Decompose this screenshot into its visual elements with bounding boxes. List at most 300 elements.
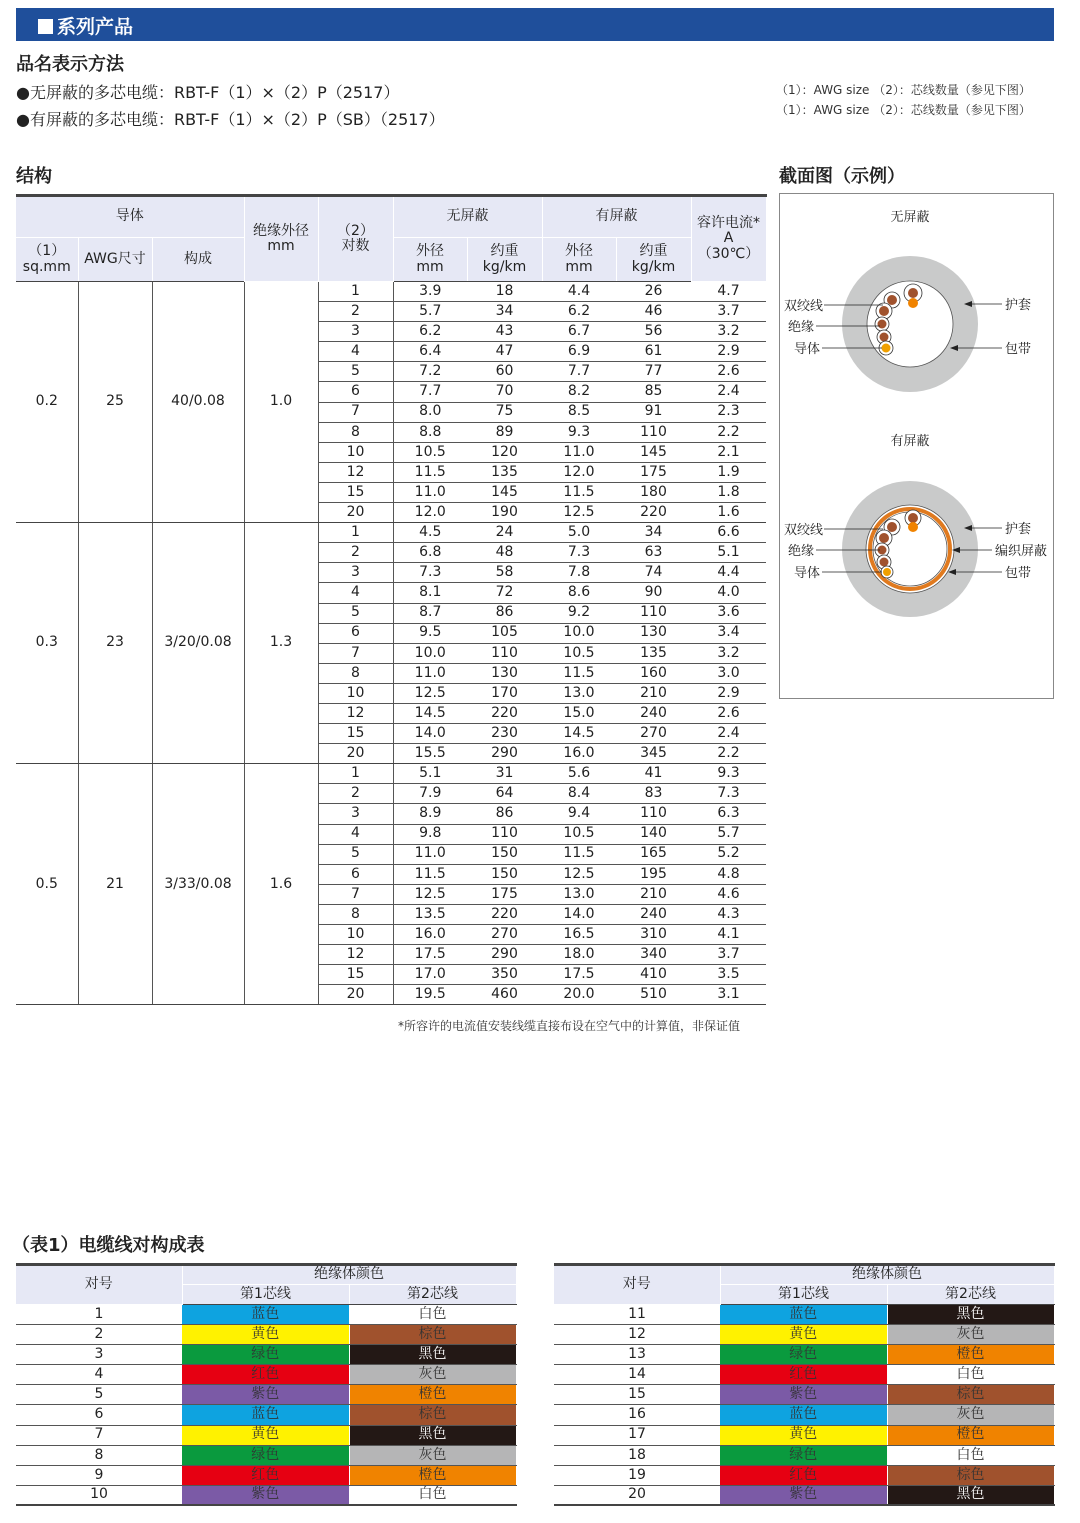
pair-count: 3 [318,804,393,824]
core1-color-swatch: 黄色 [182,1425,349,1445]
unshielded-label-insulation: 绝缘 [788,320,815,335]
naming-line-unshielded: ●无屏蔽的多芯电缆：RBT-F（1）×（2）P（2517） [16,83,400,102]
header-awg: AWG尺寸 [78,238,152,282]
weight-unshielded: 48 [467,543,542,563]
shielded-label-insulation: 绝缘 [788,544,815,559]
weight-unshielded: 18 [467,282,542,302]
weight-unshielded: 24 [467,523,542,543]
od-shielded: 12.5 [542,864,616,884]
pair-number: 14 [554,1365,720,1385]
pair-count: 15 [318,965,393,985]
pair-table-left-header-pair: 对号 [16,1265,182,1305]
allowable-current: 1.9 [691,462,766,482]
weight-shielded: 240 [616,904,691,924]
od-unshielded: 10.0 [393,643,467,663]
weight-unshielded: 75 [467,402,542,422]
od-shielded: 7.8 [542,563,616,583]
weight-shielded: 180 [616,482,691,502]
od-unshielded: 10.5 [393,442,467,462]
weight-shielded: 510 [616,985,691,1005]
structure-row [16,282,766,302]
weight-shielded: 26 [616,282,691,302]
core2-color-swatch: 橙色 [349,1465,516,1485]
weight-shielded: 240 [616,703,691,723]
weight-shielded: 165 [616,844,691,864]
header-od-shielded: 外径 mm [542,238,616,282]
allowable-current: 2.4 [691,724,766,744]
od-unshielded: 11.0 [393,844,467,864]
pair-table-right-header-color: 绝缘体颜色 [720,1265,1054,1285]
weight-unshielded: 120 [467,442,542,462]
core1-color-swatch: 紫色 [720,1485,887,1505]
pair-count: 5 [318,844,393,864]
od-unshielded: 8.8 [393,422,467,442]
core2-color-swatch: 黑色 [887,1485,1054,1505]
pair-count: 1 [318,282,393,302]
group-ins: 1.6 [244,764,318,1005]
core2-color-swatch: 黑色 [349,1345,516,1365]
header-composition: 构成 [152,238,244,282]
allowable-current: 9.3 [691,764,766,784]
core2-color-swatch: 棕色 [349,1325,516,1345]
od-unshielded: 6.2 [393,322,467,342]
pair-number: 15 [554,1385,720,1405]
weight-shielded: 210 [616,884,691,904]
allowable-current: 3.1 [691,985,766,1005]
od-shielded: 6.9 [542,342,616,362]
pair-count: 7 [318,643,393,663]
weight-shielded: 310 [616,925,691,945]
group-sq: 0.3 [16,523,78,764]
od-unshielded: 11.5 [393,864,467,884]
pair-row [16,1425,516,1445]
header-pairs: （2） 对数 [318,196,393,282]
core2-color-swatch: 白色 [887,1365,1054,1385]
weight-unshielded: 270 [467,925,542,945]
allowable-current: 2.9 [691,342,766,362]
shielded-label-braid: 编织屏蔽 [995,544,1048,559]
pair-number: 17 [554,1425,720,1445]
allowable-current: 2.2 [691,744,766,764]
weight-unshielded: 86 [467,804,542,824]
weight-unshielded: 230 [467,724,542,744]
cross-section-diagram [779,193,1054,699]
group-comp: 3/20/0.08 [152,523,244,764]
allowable-current: 2.6 [691,703,766,723]
pair-row [16,1305,516,1325]
pair-number: 5 [16,1385,182,1405]
pair-count: 6 [318,864,393,884]
weight-shielded: 410 [616,965,691,985]
od-shielded: 10.5 [542,643,616,663]
weight-shielded: 46 [616,302,691,322]
weight-unshielded: 150 [467,844,542,864]
weight-shielded: 130 [616,623,691,643]
pair-count: 8 [318,663,393,683]
core2-color-swatch: 灰色 [349,1365,516,1385]
pair-row [16,1385,516,1405]
od-shielded: 10.0 [542,623,616,643]
core2-color-swatch: 棕色 [887,1465,1054,1485]
allowable-current: 3.2 [691,643,766,663]
weight-shielded: 77 [616,362,691,382]
pair-table-left-header-core1: 第1芯线 [182,1285,349,1305]
header-sq: （1） sq.mm [16,238,78,282]
od-shielded: 8.4 [542,784,616,804]
diagram-title: 截面图（示例） [779,166,905,187]
core2-color-swatch: 白色 [349,1305,516,1325]
weight-unshielded: 220 [467,904,542,924]
weight-unshielded: 43 [467,322,542,342]
od-unshielded: 12.5 [393,683,467,703]
pair-count: 10 [318,925,393,945]
weight-unshielded: 135 [467,462,542,482]
core1-color-swatch: 紫色 [182,1485,349,1505]
allowable-current: 6.6 [691,523,766,543]
weight-shielded: 340 [616,945,691,965]
pair-table-left-body [16,1305,516,1506]
od-unshielded: 14.0 [393,724,467,744]
shielded-label-twisted: 双绞线 [784,523,824,538]
pair-count: 4 [318,342,393,362]
od-unshielded: 8.9 [393,804,467,824]
pair-number: 9 [16,1465,182,1485]
weight-unshielded: 105 [467,623,542,643]
od-shielded: 8.5 [542,402,616,422]
weight-unshielded: 175 [467,884,542,904]
od-shielded: 15.0 [542,703,616,723]
naming-line-shielded: ●有屏蔽的多芯电缆：RBT-F（1）×（2）P（SB）（2517） [16,110,445,129]
pair-number: 19 [554,1465,720,1485]
weight-unshielded: 150 [467,864,542,884]
od-shielded: 4.4 [542,282,616,302]
header-od-unshielded: 外径 mm [393,238,467,282]
od-unshielded: 4.5 [393,523,467,543]
od-shielded: 14.0 [542,904,616,924]
shielded-label-tape: 包带 [1005,566,1032,581]
unshielded-label-tape: 包带 [1005,342,1032,357]
core1-color-swatch: 黄色 [182,1325,349,1345]
od-unshielded: 16.0 [393,925,467,945]
weight-shielded: 110 [616,603,691,623]
pair-row [554,1385,1054,1405]
unshielded-cable-icon [842,256,978,392]
weight-shielded: 41 [616,764,691,784]
pair-number: 6 [16,1405,182,1425]
od-unshielded: 19.5 [393,985,467,1005]
weight-shielded: 83 [616,784,691,804]
pair-count: 1 [318,764,393,784]
core2-color-swatch: 灰色 [887,1325,1054,1345]
allowable-current: 4.7 [691,282,766,302]
weight-unshielded: 290 [467,744,542,764]
core1-color-swatch: 黄色 [720,1425,887,1445]
core1-color-swatch: 绿色 [182,1445,349,1465]
pair-count: 7 [318,402,393,422]
weight-unshielded: 460 [467,985,542,1005]
od-shielded: 9.4 [542,804,616,824]
weight-shielded: 61 [616,342,691,362]
weight-unshielded: 58 [467,563,542,583]
pair-row [16,1405,516,1425]
unshielded-label-jacket: 护套 [1005,298,1032,313]
core1-color-swatch: 红色 [182,1365,349,1385]
core2-color-swatch: 白色 [349,1485,516,1505]
pair-number: 10 [16,1485,182,1505]
group-ins: 1.0 [244,282,318,523]
od-shielded: 9.3 [542,422,616,442]
allowable-current: 3.6 [691,603,766,623]
pair-count: 20 [318,744,393,764]
od-unshielded: 17.5 [393,945,467,965]
od-shielded: 13.0 [542,683,616,703]
od-shielded: 11.5 [542,844,616,864]
pair-table-left [16,1263,517,1506]
core1-color-swatch: 紫色 [720,1385,887,1405]
pair-row [16,1465,516,1485]
weight-shielded: 74 [616,563,691,583]
core1-color-swatch: 绿色 [720,1345,887,1365]
pair-table-right [554,1263,1055,1506]
od-shielded: 20.0 [542,985,616,1005]
pair-count: 8 [318,904,393,924]
weight-unshielded: 290 [467,945,542,965]
pair-count: 5 [318,362,393,382]
unshielded-label-twisted: 双绞线 [784,299,824,314]
allowable-current: 5.7 [691,824,766,844]
pair-count: 3 [318,322,393,342]
allowable-current: 2.6 [691,362,766,382]
pair-count: 4 [318,824,393,844]
pair-number: 12 [554,1325,720,1345]
pair-number: 2 [16,1325,182,1345]
naming-title: 品名表示方法 [16,54,124,75]
allowable-current: 3.7 [691,302,766,322]
allowable-current: 1.8 [691,482,766,502]
pair-count: 10 [318,442,393,462]
core2-color-swatch: 橙色 [349,1385,516,1405]
pair-count: 7 [318,884,393,904]
pair-count: 12 [318,703,393,723]
weight-shielded: 63 [616,543,691,563]
od-shielded: 16.0 [542,744,616,764]
weight-shielded: 110 [616,422,691,442]
pair-table-right-header-pair: 对号 [554,1265,720,1305]
header-weight-unshielded: 约重 kg/km [467,238,542,282]
od-shielded: 5.0 [542,523,616,543]
pair-row [554,1425,1054,1445]
od-shielded: 18.0 [542,945,616,965]
pair-number: 7 [16,1425,182,1445]
od-shielded: 11.0 [542,442,616,462]
weight-unshielded: 145 [467,482,542,502]
structure-title: 结构 [16,166,52,187]
allowable-current: 2.1 [691,442,766,462]
od-shielded: 14.5 [542,724,616,744]
od-unshielded: 6.4 [393,342,467,362]
od-unshielded: 13.5 [393,904,467,924]
group-awg: 23 [78,523,152,764]
pair-row [16,1345,516,1365]
pair-row [554,1465,1054,1485]
core1-color-swatch: 蓝色 [720,1405,887,1425]
unshielded-label-conductor: 导体 [794,342,821,357]
pair-count: 4 [318,583,393,603]
pair-row [16,1365,516,1385]
allowable-current: 4.6 [691,884,766,904]
group-comp: 3/33/0.08 [152,764,244,1005]
pair-count: 6 [318,382,393,402]
pair-count: 15 [318,482,393,502]
od-unshielded: 5.7 [393,302,467,322]
od-shielded: 8.2 [542,382,616,402]
od-unshielded: 7.7 [393,382,467,402]
header-current: 容许电流* A （30℃） [691,196,766,282]
od-unshielded: 17.0 [393,965,467,985]
pair-number: 11 [554,1305,720,1325]
od-shielded: 6.2 [542,302,616,322]
pair-count: 15 [318,724,393,744]
pair-table-right-header-core2: 第2芯线 [887,1285,1054,1305]
pair-number: 13 [554,1345,720,1365]
core2-color-swatch: 橙色 [887,1345,1054,1365]
pair-row [16,1325,516,1345]
pair-count: 3 [318,563,393,583]
allowable-current: 4.8 [691,864,766,884]
od-shielded: 5.6 [542,764,616,784]
pair-count: 5 [318,603,393,623]
od-unshielded: 9.5 [393,623,467,643]
core1-color-swatch: 红色 [720,1465,887,1485]
square-bullet-icon [38,19,53,34]
pair-count: 6 [318,623,393,643]
weight-unshielded: 72 [467,583,542,603]
od-shielded: 16.5 [542,925,616,945]
allowable-current: 2.3 [691,402,766,422]
cross-section-svg [780,194,1055,700]
od-unshielded: 6.8 [393,543,467,563]
pair-count: 2 [318,543,393,563]
pair-count: 10 [318,683,393,703]
weight-shielded: 110 [616,804,691,824]
weight-shielded: 91 [616,402,691,422]
group-comp: 40/0.08 [152,282,244,523]
pair-count: 8 [318,422,393,442]
od-shielded: 7.3 [542,543,616,563]
od-shielded: 12.5 [542,503,616,523]
pair-table-left-header-core2: 第2芯线 [349,1285,516,1305]
pair-number: 8 [16,1445,182,1465]
od-unshielded: 12.0 [393,503,467,523]
od-shielded: 6.7 [542,322,616,342]
core1-color-swatch: 蓝色 [720,1305,887,1325]
pair-row [554,1325,1054,1345]
allowable-current: 5.1 [691,543,766,563]
weight-unshielded: 130 [467,663,542,683]
weight-shielded: 270 [616,724,691,744]
weight-shielded: 220 [616,503,691,523]
allowable-current: 3.0 [691,663,766,683]
od-shielded: 11.5 [542,482,616,502]
od-unshielded: 7.9 [393,784,467,804]
allowable-current: 3.7 [691,945,766,965]
pair-table-left-header-color: 绝缘体颜色 [182,1265,516,1285]
od-unshielded: 11.0 [393,663,467,683]
pair-count: 1 [318,523,393,543]
core1-color-swatch: 紫色 [182,1385,349,1405]
pair-number: 4 [16,1365,182,1385]
allowable-current: 4.0 [691,583,766,603]
weight-shielded: 56 [616,322,691,342]
pair-row [554,1405,1054,1425]
pair-count: 20 [318,985,393,1005]
allowable-current: 1.6 [691,503,766,523]
allowable-current: 5.2 [691,844,766,864]
pair-row [16,1485,516,1505]
core1-color-swatch: 红色 [720,1365,887,1385]
allowable-current: 3.5 [691,965,766,985]
od-unshielded: 5.1 [393,764,467,784]
core1-color-swatch: 红色 [182,1465,349,1485]
pair-number: 3 [16,1345,182,1365]
od-unshielded: 7.3 [393,563,467,583]
core1-color-swatch: 蓝色 [182,1405,349,1425]
od-unshielded: 3.9 [393,282,467,302]
core2-color-swatch: 黑色 [887,1305,1054,1325]
group-sq: 0.2 [16,282,78,523]
pair-count: 2 [318,302,393,322]
pair-number: 1 [16,1305,182,1325]
shielded-title: 有屏蔽 [890,434,930,449]
header-shielded: 有屏蔽 [542,196,691,238]
od-shielded: 17.5 [542,965,616,985]
pair-row [554,1485,1054,1505]
allowable-current: 4.1 [691,925,766,945]
group-awg: 21 [78,764,152,1005]
weight-shielded: 210 [616,683,691,703]
allowable-current: 6.3 [691,804,766,824]
pair-table-title: （表1）电缆线对构成表 [12,1235,205,1256]
allowable-current: 4.4 [691,563,766,583]
weight-unshielded: 110 [467,643,542,663]
weight-shielded: 90 [616,583,691,603]
weight-shielded: 345 [616,744,691,764]
pair-number: 16 [554,1405,720,1425]
pair-row [554,1365,1054,1385]
allowable-current: 3.2 [691,322,766,342]
core1-color-swatch: 蓝色 [182,1305,349,1325]
od-shielded: 7.7 [542,362,616,382]
group-ins: 1.3 [244,523,318,764]
od-unshielded: 8.7 [393,603,467,623]
pair-row [16,1445,516,1465]
core2-color-swatch: 橙色 [887,1425,1054,1445]
weight-unshielded: 220 [467,703,542,723]
allowable-current: 7.3 [691,784,766,804]
naming-note-2: （1）：AWG size （2）：芯线数量（参见下图） [776,103,1031,117]
weight-shielded: 85 [616,382,691,402]
weight-unshielded: 350 [467,965,542,985]
weight-unshielded: 170 [467,683,542,703]
od-shielded: 10.5 [542,824,616,844]
pair-count: 2 [318,784,393,804]
od-shielded: 13.0 [542,884,616,904]
weight-unshielded: 86 [467,603,542,623]
header-insulation-od: 绝缘外径 mm [244,196,318,282]
od-unshielded: 15.5 [393,744,467,764]
core2-color-swatch: 黑色 [349,1425,516,1445]
group-sq: 0.5 [16,764,78,1005]
